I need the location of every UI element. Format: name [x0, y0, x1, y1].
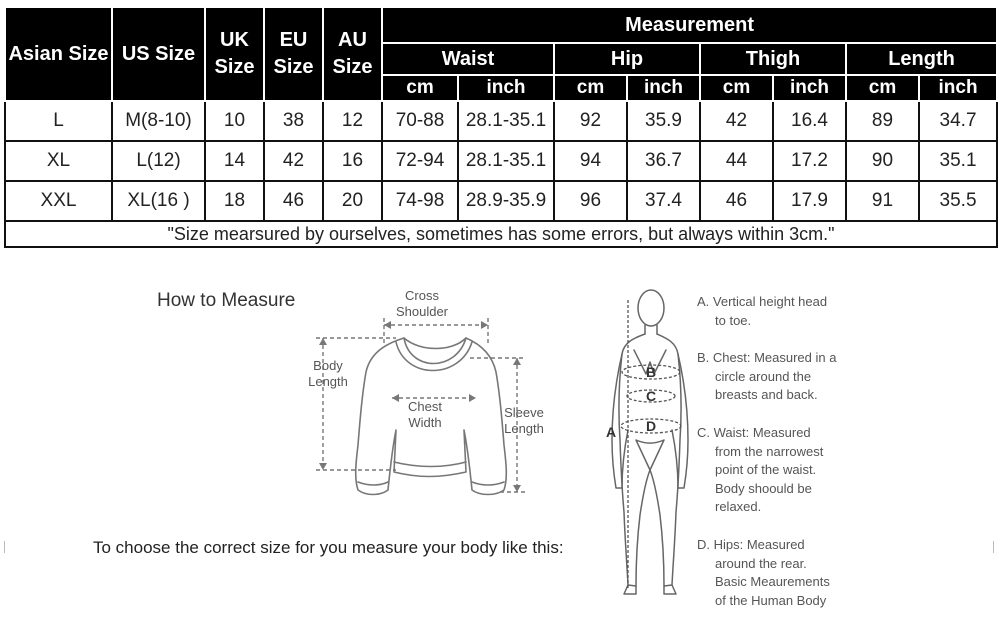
- measure-instruction: To choose the correct size for you measure your body like this:: [93, 538, 564, 557]
- letter-d: D: [646, 418, 657, 434]
- letter-b: B: [646, 364, 657, 380]
- table-cell: 44: [700, 141, 773, 181]
- label-line: Length: [308, 374, 348, 389]
- legend-line: C. Waist: Measured: [697, 425, 811, 440]
- table-cell: 18: [205, 181, 264, 221]
- label-line: Length: [504, 421, 544, 436]
- table-cell: M(8-10): [112, 101, 205, 141]
- legend-line: Basic Meaurements: [715, 574, 830, 589]
- legend-line: from the narrowest: [715, 443, 824, 459]
- table-cell: 17.9: [773, 181, 846, 221]
- cross-shoulder-label: [390, 288, 454, 320]
- header-unit: cm: [382, 75, 458, 101]
- legend-line: around the rear.: [715, 555, 807, 571]
- table-cell: 35.5: [919, 181, 997, 221]
- table-cell: XL: [5, 141, 112, 181]
- header-uk-size: UK Size: [205, 7, 264, 101]
- table-cell: 35.1: [919, 141, 997, 181]
- header-asian-size: Asian Size: [5, 7, 112, 101]
- table-cell: 38: [264, 101, 323, 141]
- table-cell: L: [5, 101, 112, 141]
- table-cell: 46: [264, 181, 323, 221]
- legend-line: point of the waist.: [715, 462, 817, 477]
- header-unit: inch: [627, 75, 700, 101]
- label-line: Width: [408, 415, 442, 430]
- legend-line: breasts and back.: [715, 387, 818, 402]
- label-line: Cross: [405, 288, 439, 303]
- header-length: Length: [846, 43, 997, 75]
- table-cell: XXL: [5, 181, 112, 221]
- header-measurement: Measurement: [382, 7, 997, 43]
- table-cell: 16: [323, 141, 382, 181]
- table-cell: 42: [700, 101, 773, 141]
- table-cell: 36.7: [627, 141, 700, 181]
- legend-line: circle around the: [715, 368, 812, 384]
- table-cell: 92: [554, 101, 627, 141]
- table-cell: 72-94: [382, 141, 458, 181]
- header-eu-size: EU Size: [264, 7, 323, 101]
- legend-line: relaxed.: [715, 499, 762, 514]
- table-cell: 46: [700, 181, 773, 221]
- header-unit: cm: [554, 75, 627, 101]
- legend-item-c: [697, 424, 877, 517]
- legend-line: to toe.: [715, 312, 752, 328]
- legend-item-a: [697, 293, 877, 330]
- sleeve-length-label: [496, 405, 552, 437]
- table-cell: 94: [554, 141, 627, 181]
- table-cell: 14: [205, 141, 264, 181]
- legend-item-d: [697, 536, 877, 610]
- header-unit: cm: [700, 75, 773, 101]
- table-cell: 28.1-35.1: [458, 101, 554, 141]
- how-to-measure-title: How to Measure: [157, 290, 296, 311]
- body-figure: [612, 290, 688, 594]
- measurement-note: "Size mearsured by ourselves, sometimes has some errors, but always within 3cm.": [5, 221, 997, 247]
- header-au-size: AU Size: [323, 7, 382, 101]
- legend-item-b: [697, 349, 877, 405]
- legend-line: of the Human Body: [715, 592, 827, 608]
- table-cell: 34.7: [919, 101, 997, 141]
- label-line: Shoulder: [395, 304, 449, 319]
- table-cell: 20: [323, 181, 382, 221]
- table-cell: 96: [554, 181, 627, 221]
- table-cell: 28.9-35.9: [458, 181, 554, 221]
- table-cell: 91: [846, 181, 919, 221]
- header-unit: cm: [846, 75, 919, 101]
- header-waist: Waist: [382, 43, 554, 75]
- table-cell: 90: [846, 141, 919, 181]
- header-thigh: Thigh: [700, 43, 846, 75]
- label-line: Sleeve: [504, 405, 544, 420]
- legend-line: Body shoould be: [715, 480, 812, 496]
- table-cell: 70-88: [382, 101, 458, 141]
- header-us-size: US Size: [112, 7, 205, 101]
- label-line: Chest: [408, 399, 442, 414]
- body-length-label: [300, 358, 356, 390]
- table-cell: L(12): [112, 141, 205, 181]
- table-cell: 89: [846, 101, 919, 141]
- table-cell: 37.4: [627, 181, 700, 221]
- header-unit: inch: [458, 75, 554, 101]
- header-unit: inch: [773, 75, 846, 101]
- legend-line: D. Hips: Measured: [697, 537, 805, 552]
- table-cell: 42: [264, 141, 323, 181]
- table-cell: 28.1-35.1: [458, 141, 554, 181]
- header-hip: Hip: [554, 43, 700, 75]
- table-cell: 12: [323, 101, 382, 141]
- letter-c: C: [646, 388, 657, 404]
- legend-line: A. Vertical height head: [697, 294, 828, 309]
- table-cell: 74-98: [382, 181, 458, 221]
- table-cell: 10: [205, 101, 264, 141]
- table-cell: 17.2: [773, 141, 846, 181]
- chest-width-label: [396, 399, 454, 431]
- legend-line: B. Chest: Measured in a: [697, 350, 837, 365]
- table-cell: 35.9: [627, 101, 700, 141]
- table-cell: XL(16 ): [112, 181, 205, 221]
- label-line: Body: [313, 358, 343, 373]
- header-unit: inch: [919, 75, 997, 101]
- letter-a: A: [606, 424, 617, 440]
- table-cell: 16.4: [773, 101, 846, 141]
